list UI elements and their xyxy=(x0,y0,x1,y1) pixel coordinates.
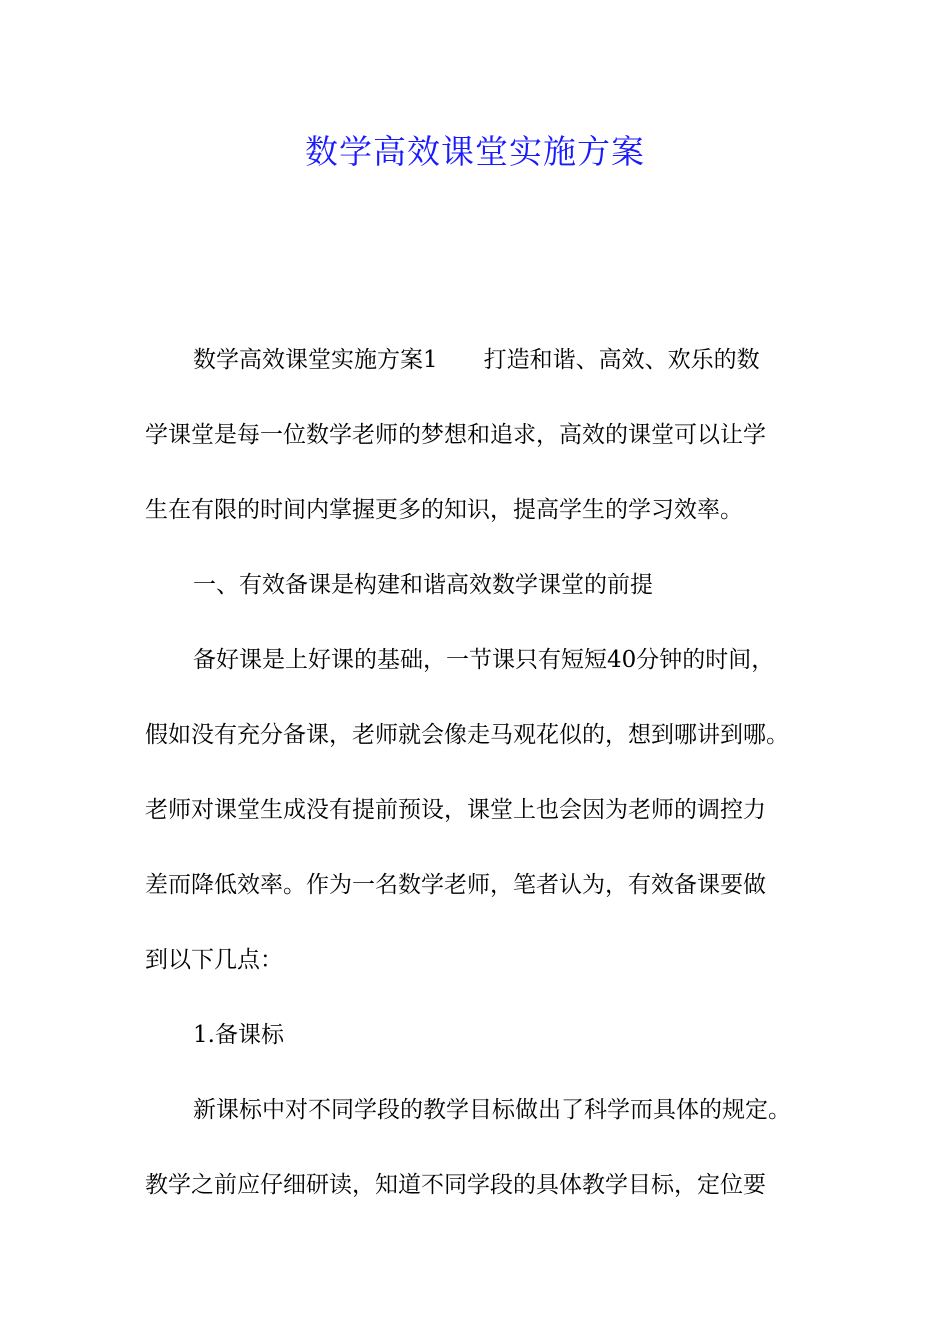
section-heading-1: 一、有效备课是构建和谐高效数学课堂的前提 xyxy=(193,572,653,598)
paragraph-line-4: 备好课是上好课的基础，一节课只有短短40分钟的时间， xyxy=(193,647,775,673)
paragraph-line-7: 差而降低效率。作为一名数学老师，笔者认为，有效备课要做 xyxy=(145,872,766,898)
paragraph-line-1: 数学高效课堂实施方案1 打造和谐、高效、欢乐的数 xyxy=(193,347,760,373)
paragraph-line-3: 生在有限的时间内掌握更多的知识，提高学生的学习效率。 xyxy=(145,497,743,523)
paragraph-line-2: 学课堂是每一位数学老师的梦想和追求，高效的课堂可以让学 xyxy=(145,422,766,448)
paragraph-line-10: 教学之前应仔细研读，知道不同学段的具体教学目标，定位要 xyxy=(145,1172,766,1198)
subsection-heading-1: 1.备课标 xyxy=(193,1022,284,1048)
paragraph-line-5: 假如没有充分备课，老师就会像走马观花似的，想到哪讲到哪。 xyxy=(145,722,789,748)
paragraph-line-8: 到以下几点： xyxy=(145,947,283,973)
document-title: 数学高效课堂实施方案 xyxy=(305,132,645,171)
paragraph-line-6: 老师对课堂生成没有提前预设，课堂上也会因为老师的调控力 xyxy=(145,797,766,823)
paragraph-line-9: 新课标中对不同学段的教学目标做出了科学而具体的规定。 xyxy=(193,1097,791,1123)
